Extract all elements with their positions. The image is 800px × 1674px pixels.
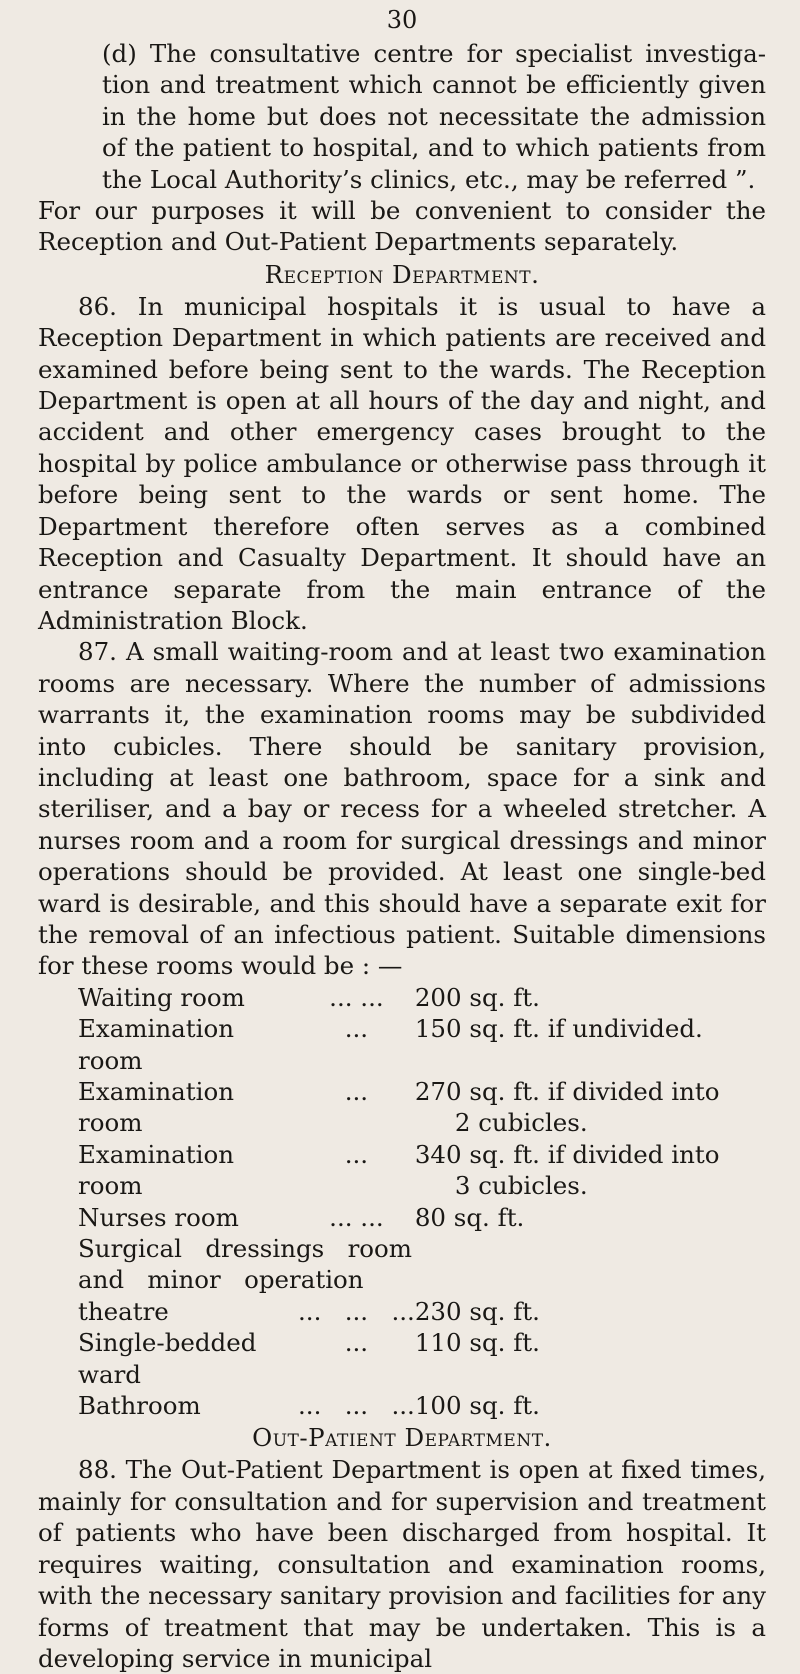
room-size: 110 sq. ft. [414, 1328, 540, 1358]
paragraph-d: (d) The consultative centre for specialist investigation and treatment which cannot be efficiently given in the home but does not necessitate the admission of the patient to hospital, and to which patients from the Local Authority’s clinics, etc., may be referred ”. [102, 39, 766, 194]
room-size: 200 sq. ft. [414, 982, 540, 1012]
leader-dots: ... ... [329, 982, 384, 1012]
room-name-line: Surgical dressings room [78, 1234, 413, 1264]
leader-dots: ... [344, 1328, 369, 1358]
room-name: theatre [78, 1296, 169, 1326]
room-size: 80 sq. ft. [414, 1202, 525, 1232]
room-size [415, 1076, 778, 1139]
paragraph-88: 88. The Out-Patient Department is open at fixed times, mainly for consultation and for supervision and treatment of patients who have been discharged from hospital. It requires waiting, consultation and examination rooms, with the necessary sanitary provision and facilities for any forms of treatment that may be undertaken. This is a developing service in municipal [38, 1455, 766, 1673]
room-size: 150 sq. ft. if undivided. [414, 1014, 703, 1044]
room-size-value: 270 sq. ft. if divided into [414, 1077, 720, 1106]
room-size: 100 sq. ft. [414, 1391, 540, 1421]
leader-dots: ... [344, 1014, 369, 1044]
leader-dots: ... [344, 1077, 369, 1106]
paragraph-86: 86. In municipal hospitals it is usual to have a Reception Department in which patients are received and examined before being sent to the wards. The Reception Department is open at all hours of the day and night, and accident and other emergency cases brought to the hospital by police ambulance or otherwise pass through it before being sent to the wards or sent home. The Department therefore often serves as a combined Reception and Casualty Department. It should have an entrance separate from the main entrance of the Administration Block. [38, 291, 766, 635]
table-row [78, 1233, 778, 1264]
room-size-note: 2 cubicles. [454, 1108, 588, 1138]
room-size-value: 340 sq. ft. if divided into [414, 1139, 720, 1169]
paragraph-87: 87. A small waiting-room and at least two examination rooms are necessary. Where the number of admissions warrants it, the examination rooms may be subdivided into cubicles. There should be sanitary provision, including at least one bathroom, space for a sink and steriliser, and a bay or recess for a wheeled stretcher. A nurses room and a room for surgical dressings and minor operations should be provided. At least one single-bed ward is desirable, and this should have a separate exit for the removal of an infectious patient. Suitable dimensions for these rooms would be : — [38, 637, 766, 981]
room-name: Bathroom [78, 1391, 201, 1421]
room-name-line: and minor operation [78, 1265, 364, 1295]
table-row [78, 1264, 778, 1295]
room-name: Examination room [78, 1014, 234, 1075]
table-row [78, 1076, 778, 1139]
room-name: Single-bedded ward [78, 1328, 257, 1389]
leader-dots: ... ... ... [298, 1296, 415, 1326]
table-row [78, 1139, 778, 1202]
table-row [78, 1296, 778, 1327]
table-row [78, 1013, 778, 1076]
room-name: Waiting room [78, 982, 245, 1012]
room-dimensions-table [78, 982, 778, 1422]
leader-dots: ... ... [329, 1202, 384, 1232]
table-row [78, 982, 778, 1013]
heading-reception-department: Reception Department. [264, 259, 540, 289]
paragraph-intro: For our purposes it will be convenient to consider the Reception and Out-Patient Departments separately. [38, 196, 766, 257]
room-name: Examination room [78, 1077, 234, 1138]
room-name: Nurses room [78, 1202, 239, 1232]
room-size: 230 sq. ft. [414, 1296, 540, 1326]
table-row [78, 1390, 778, 1421]
heading-out-patient-department: Out-Patient Department. [252, 1423, 552, 1453]
table-row [78, 1327, 778, 1390]
leader-dots: ... [344, 1139, 369, 1169]
page-number: 30 [386, 6, 418, 34]
table-row [78, 1202, 778, 1233]
room-size-note: 3 cubicles. [454, 1171, 588, 1201]
room-size [415, 1139, 778, 1202]
room-name: Examination room [78, 1139, 234, 1201]
leader-dots: ... ... ... [298, 1391, 415, 1421]
